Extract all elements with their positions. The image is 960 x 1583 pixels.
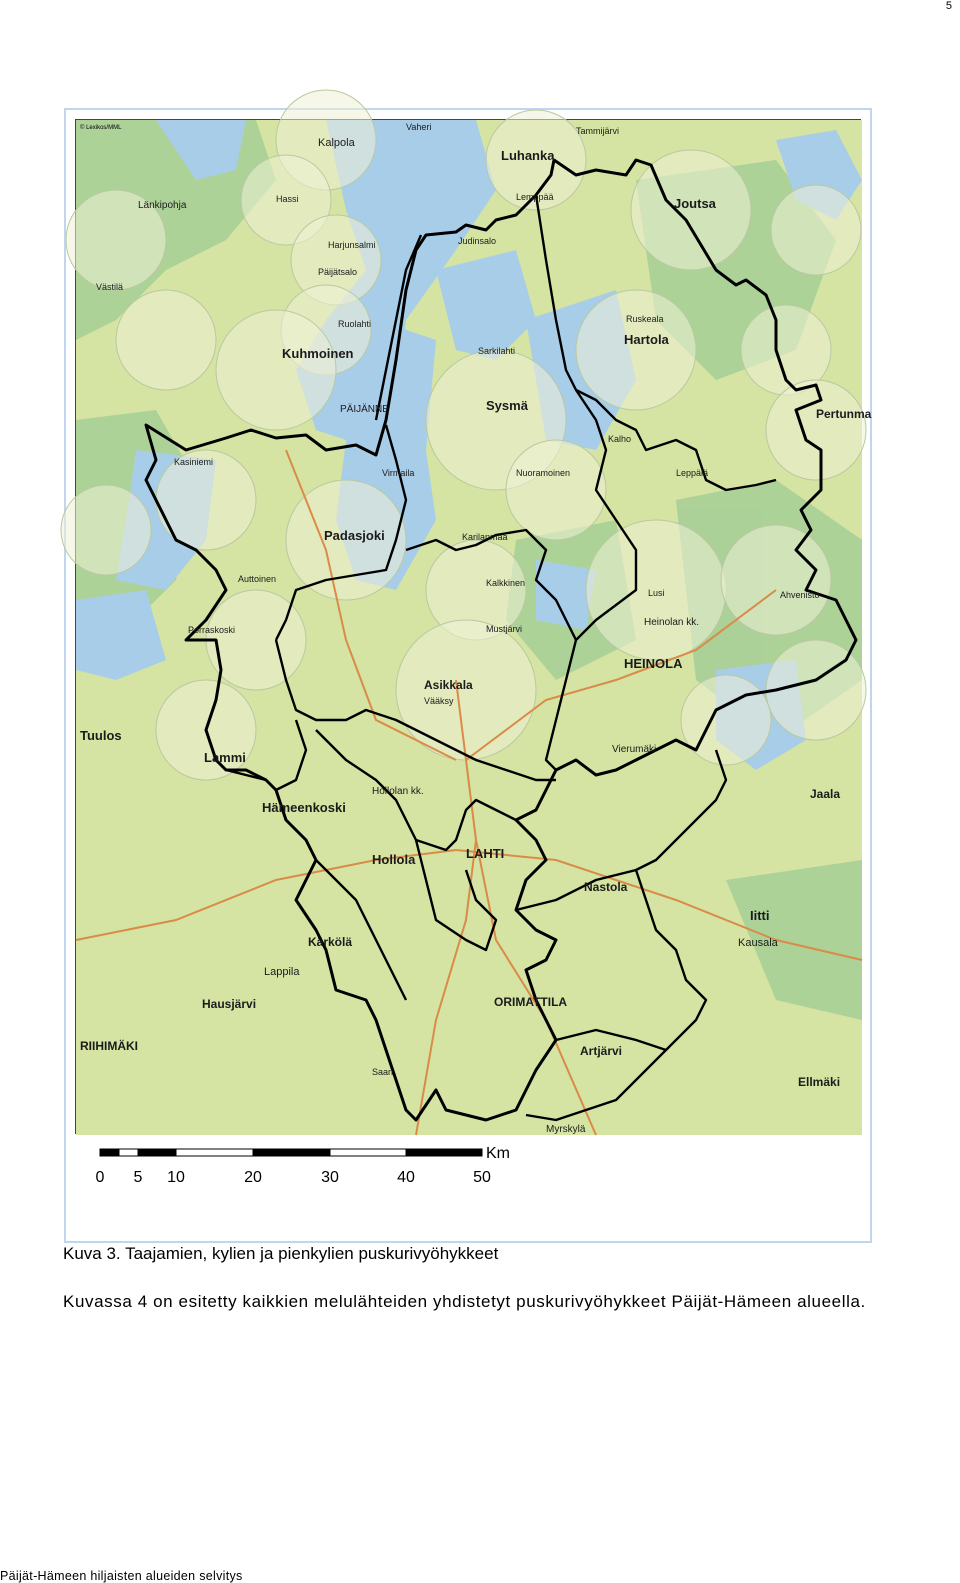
place-label-vierumaki: Vierumäki [612, 744, 657, 755]
place-label-karilanmaa: Karilanmaa [462, 532, 508, 542]
scale-seg-0 [100, 1149, 119, 1156]
scale-unit: Km [486, 1145, 510, 1162]
place-label-asikkala: Asikkala [424, 678, 473, 692]
place-label-auttoinen: Auttoinen [238, 574, 277, 584]
place-label-iitti: Iitti [750, 908, 770, 923]
place-label-luhanka: Luhanka [501, 148, 555, 163]
place-label-vaaksy: Vääksy [424, 696, 454, 706]
place-label-jaala: Jaala [810, 787, 841, 801]
place-label-lemppaa: Lemppää [516, 192, 554, 202]
place-label-kalkkinen: Kalkkinen [486, 578, 526, 588]
place-label-hameenkoski: Hämeenkoski [262, 800, 346, 815]
place-label-nastola: Nastola [584, 880, 628, 894]
place-label-ruolahti: Ruolahti [338, 319, 372, 329]
scale-tick-0: 0 [95, 1169, 105, 1186]
place-label-riihimaki: RIIHIMÄKI [80, 1039, 138, 1053]
place-label-artjarvi: Artjärvi [580, 1044, 623, 1058]
place-label-vaheri: Vaheri [406, 122, 432, 132]
place-label-sysma: Sysmä [486, 398, 528, 413]
place-label-padasjoki: Padasjoki [324, 528, 385, 543]
place-label-hassi: Hassi [276, 194, 299, 204]
place-label-tammijarvi: Tammijärvi [576, 126, 620, 136]
place-label-hausjarvi: Hausjärvi [202, 997, 257, 1011]
scale-seg-3 [176, 1149, 253, 1156]
place-label-vastila: Västilä [96, 282, 124, 292]
place-label-karkola: Kärkölä [308, 935, 353, 949]
scale-tick-30: 30 [321, 1169, 339, 1186]
place-label-kalho: Kalho [608, 434, 632, 444]
place-label-nuoramoinen: Nuoramoinen [516, 468, 571, 478]
place-label-kalpola: Kalpola [318, 137, 355, 149]
scale-tick-50: 50 [473, 1169, 491, 1186]
body-paragraph: Kuvassa 4 on esitetty kaikkien melulähteiden yhdistetyt puskurivyöhykkeet Päijät-Hämeen alueella. [63, 1292, 866, 1311]
place-label-ahvenisto: Ahvenisto [780, 590, 820, 600]
place-label-heinola: HEINOLA [624, 656, 683, 671]
scale-bar-segments [100, 1149, 482, 1156]
place-label-myrskyla: Myrskylä [546, 1124, 586, 1135]
place-label-ellmaki: Ellmäki [798, 1075, 841, 1089]
scale-seg-5 [330, 1149, 406, 1156]
page-number: 5 [945, 0, 952, 12]
place-label-kuhmoinen: Kuhmoinen [282, 346, 354, 361]
place-label-lammi: Lammi [204, 750, 246, 765]
place-label-hartola: Hartola [624, 332, 669, 347]
place-label-leppala: Leppälä [676, 468, 709, 478]
place-label-paijatsalo: Päijätsalo [318, 267, 358, 277]
place-label-orimattila: ORIMATTILA [494, 995, 568, 1009]
place-label-joutsa: Joutsa [674, 196, 716, 211]
scale-seg-1 [119, 1149, 138, 1156]
place-label-kasiniemi: Kasiniemi [174, 457, 214, 467]
region-map [75, 119, 872, 1135]
place-label-judinsalo: Judinsalo [458, 236, 497, 246]
place-label-tuulos: Tuulos [80, 728, 122, 743]
place-label-lankipohja: Länkipohja [138, 200, 187, 211]
place-label-lahti: LAHTI [466, 846, 505, 861]
place-label-hollola: Hollola [372, 852, 416, 867]
place-label-saari: Saari [372, 1067, 394, 1077]
scale-seg-2 [138, 1149, 176, 1156]
place-label-pertunmaa: Pertunma [816, 407, 872, 421]
scale-tick-10: 10 [167, 1169, 185, 1186]
place-label-porraskoski: Porraskoski [188, 625, 236, 635]
place-label-kausala: Kausala [738, 937, 778, 949]
figure-caption: Kuva 3. Taajamien, kylien ja pienkylien puskurivyöhykkeet [63, 1244, 499, 1263]
page-footer: Päijät-Hämeen hiljaisten alueiden selvitys [0, 1569, 243, 1583]
scale-tick-5: 5 [133, 1169, 143, 1186]
place-label-hollolankk: Hollolan kk. [372, 786, 424, 797]
scale-bar [96, 1144, 556, 1194]
figure-frame [64, 108, 872, 1243]
place-label-ruskeala: Ruskeala [626, 314, 664, 324]
place-label-mustjarvi: Mustjärvi [486, 624, 523, 634]
place-label-harjunsalmi: Harjunsalmi [328, 240, 376, 250]
scale-tick-40: 40 [397, 1169, 415, 1186]
place-label-sarkilahti: Sarkilahti [478, 346, 516, 356]
place-label-heinolankk: Heinolan kk. [644, 617, 700, 628]
place-label-virmaila: Virmaila [382, 468, 415, 478]
place-label-lappila: Lappila [264, 966, 300, 978]
scale-seg-4 [253, 1149, 330, 1156]
place-label-paijanne: PÄIJÄNNE [340, 404, 389, 415]
scale-tick-20: 20 [244, 1169, 262, 1186]
map-copyright: © Lexikos/MML [80, 125, 122, 131]
place-label-lusi: Lusi [648, 588, 665, 598]
scale-seg-6 [406, 1149, 482, 1156]
